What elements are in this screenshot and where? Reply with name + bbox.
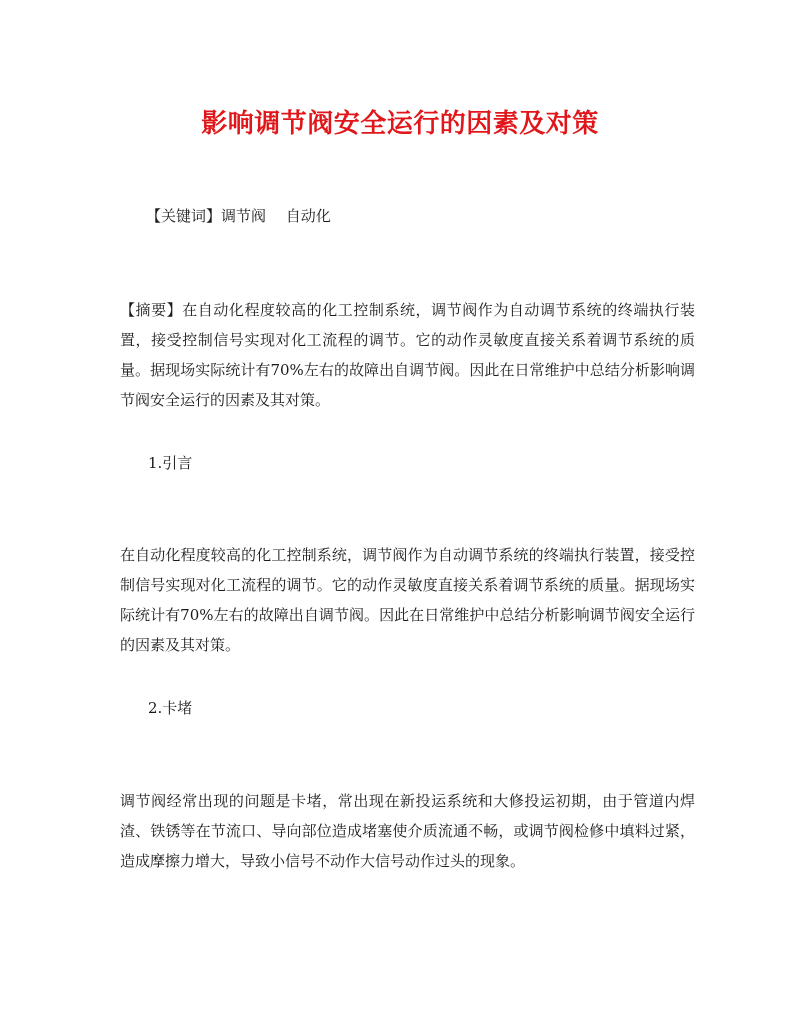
section-heading-blockage: 2.卡堵 — [148, 699, 193, 717]
section-heading-introduction: 1.引言 — [148, 454, 193, 472]
document-title: 影响调节阀安全运行的因素及对策 — [201, 109, 599, 139]
blockage-paragraph: 调节阀经常出现的问题是卡堵，常出现在新投运系统和大修投运初期，由于管道内焊渣、铁锈等在节流口、导向部位造成堵塞使介质流通不畅，或调节阀检修中填料过紧，造成摩擦力增大，导致小信号不动作大信号动作过头的现象。 — [120, 792, 695, 870]
keywords-line: 【关键词】调节阀 自动化 — [146, 207, 331, 225]
abstract-paragraph: 【摘要】在自动化程度较高的化工控制系统，调节阀作为自动调节系统的终端执行装置，接受控制信号实现对化工流程的调节。它的动作灵敏度直接关系着调节系统的质量。据现场实际统计有70%左右的故障出自调节阀。因此在日常维护中总结分析影响调节阀安全运行的因素及其对策。 — [120, 301, 695, 409]
introduction-paragraph: 在自动化程度较高的化工控制系统，调节阀作为自动调节系统的终端执行装置，接受控制信号实现对化工流程的调节。它的动作灵敏度直接关系着调节系统的质量。据现场实际统计有70%左右的故障出自调节阀。因此在日常维护中总结分析影响调节阀安全运行的因素及其对策。 — [120, 546, 695, 654]
